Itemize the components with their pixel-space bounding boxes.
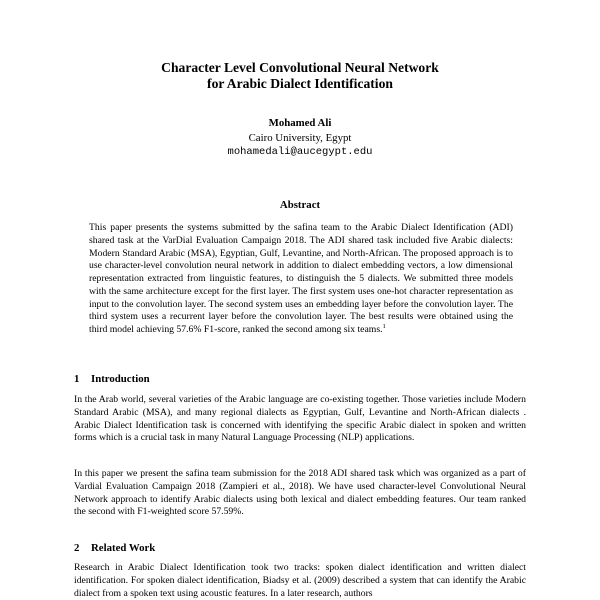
footnote-marker: 1 xyxy=(382,323,386,330)
section-heading-introduction xyxy=(74,373,526,386)
paper-title xyxy=(74,60,526,92)
author-name: Mohamed Ali xyxy=(268,117,332,129)
paper-page xyxy=(74,0,526,600)
title-line-1: Character Level Convolutional Neural Network xyxy=(161,60,439,75)
related-work-paragraph-1: Research in Arabic Dialect Identification took two tracks: spoken dialect identification and written dialect identification. For spoken dialect identification, Biadsy et al. (2009) described a system that can identify the Arabic dialect from a spoken text using acoustic features. In a later research, authors xyxy=(74,562,526,599)
author-email: mohamedali@aucegypt.edu xyxy=(227,146,373,158)
author-block xyxy=(74,116,526,160)
section-number: 2 xyxy=(74,542,80,554)
abstract-text xyxy=(89,222,513,337)
section-number: 1 xyxy=(74,373,80,385)
author-affiliation: Cairo University, Egypt xyxy=(248,131,352,144)
section-heading-related-work xyxy=(74,542,526,555)
title-line-2: for Arabic Dialect Identification xyxy=(207,76,393,91)
abstract-paragraph: This paper presents the systems submitted by the safina team to the Arabic Dialect Identification (ADI) shared task at the VarDial Evaluation Campaign 2018. The ADI shared task included five Arabic dialects: Modern Standard Arabic (MSA), Egyptian, Gulf, Levantine, and North-African. The proposed approach is to use character-level convolution neural network in addition to dialect embedding vectors, a low dimensional representation extracted from linguistic features, to distinguish the 5 dialects. We submitted three models with the same architecture except for the first layer. The first system uses one-hot character representation as input to the convolution layer. The second system uses an embedding layer before the convolution layer. The third system uses a recurrent layer before the convolution layer. The best results were obtained using the third model achieving 57.6% F1-score, ranked the second among six teams. xyxy=(89,222,513,335)
abstract-heading: Abstract xyxy=(279,199,321,211)
introduction-paragraph-2: In this paper we present the safina team submission for the 2018 ADI shared task which was organized as a part of Vardial Evaluation Campaign 2018 (Zampieri et al., 2018). We have used character-level Convolutional Neural Network approach to identify Arabic dialects using both lexical and dialect embedding features. Our team ranked the second with F1-weighted score 57.59%. xyxy=(74,468,526,518)
introduction-paragraph-1: In the Arab world, several varieties of the Arabic language are co-existing together. Those varieties include Modern Standard Arabic (MSA), and many regional dialects as Egyptian, Gulf, Levantine and North-African dialects . Arabic Dialect Identification task is concerned with identifying the specific Arabic dialect in spoken and written forms which is a crucial task in many Natural Language Processing (NLP) applications. xyxy=(74,394,526,444)
section-title: Introduction xyxy=(91,373,150,385)
section-title: Related Work xyxy=(91,542,156,554)
